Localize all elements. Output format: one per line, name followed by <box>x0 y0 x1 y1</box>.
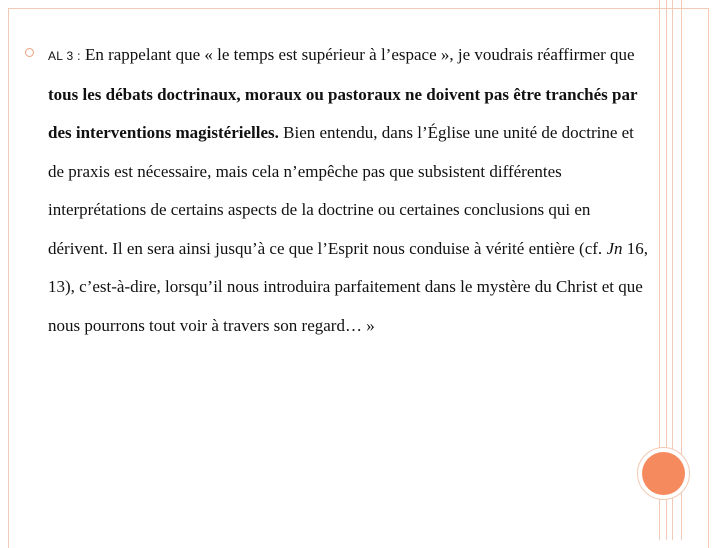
text-run: 16, 13), c’est-à-dire, lorsqu’il nous introduira parfaitement dans le mystère du Christ et que nous pourrons tout voir à travers son regard… » <box>48 238 648 335</box>
text-run: En rappelant que « le temps est supérieur à l’espace », je voudrais réaffirmer que <box>80 45 635 64</box>
decorative-circle <box>642 452 685 495</box>
bold-text: tous les débats doctrinaux, moraux ou pastoraux ne doivent pas être tranchés par des interventions magistérielles. <box>48 84 638 142</box>
text-run: Bien entendu, dans l’Église une unité de doctrine et de praxis est nécessaire, mais cela n’empêche pas que subsistent différentes interprétations de certains aspects de la doctrine ou certaines conclusions qui en dérivent. Il en sera ainsi jusqu’à ce que l’Esprit nous conduise à vérité entière (cf. <box>48 123 634 258</box>
bullet-icon <box>25 48 34 57</box>
quote-paragraph <box>48 36 648 345</box>
paragraph-label: AL 3 : <box>48 49 81 63</box>
bible-reference: Jn <box>606 238 623 258</box>
